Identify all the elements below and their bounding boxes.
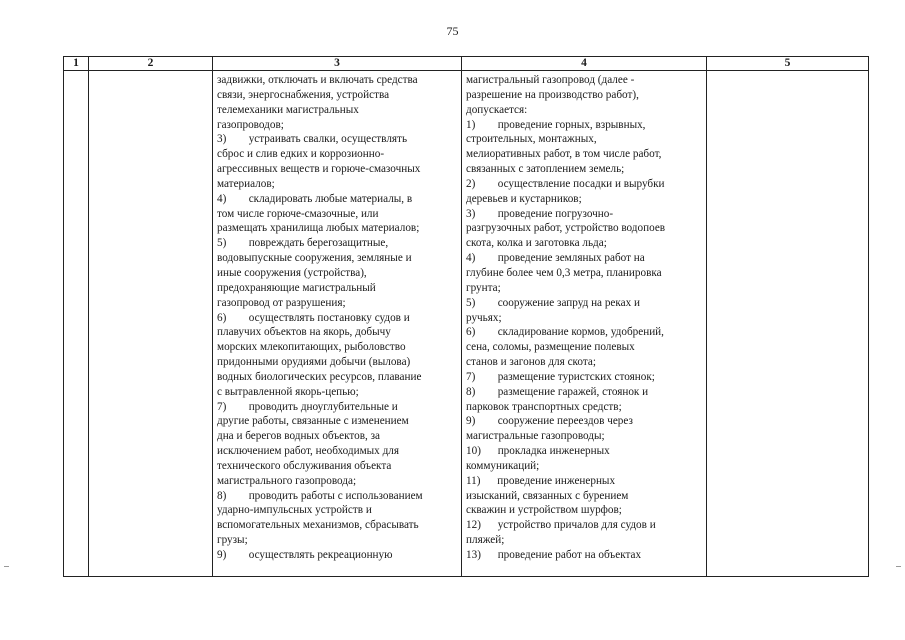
cell-col-3 [213, 71, 462, 577]
col3-line: связи, энергоснабжения, устройства [217, 88, 390, 101]
col4-line: изысканий, связанных с бурением [466, 489, 629, 502]
col4-line: коммуникаций; [466, 459, 540, 472]
col4-line: 10) прокладка инженерных [466, 445, 610, 458]
col4-line: 2) осуществление посадки и вырубки [466, 177, 665, 190]
col4-line: скважин и устройством шурфов; [466, 504, 622, 517]
col3-line: водных биологических ресурсов, плавание [217, 370, 422, 383]
col3-line: исключением работ, необходимых для [217, 445, 399, 458]
col4-line: пляжей; [466, 534, 505, 547]
col4-line: магистральный газопровод (далее - [466, 74, 635, 86]
col3-line: ударно-импульсных устройств и [217, 504, 372, 517]
col3-line: магистрального газопровода; [217, 474, 357, 487]
scan-margin-mark-right [896, 566, 901, 567]
col4-line: 3) проведение погрузочно- [466, 207, 614, 220]
page-number: 75 [446, 24, 459, 38]
col3-line: том числе горюче-смазочные, или [217, 207, 379, 220]
table-row [64, 71, 869, 577]
col4-line: 7) размещение туристских стоянок; [466, 370, 655, 383]
cell-col-2 [89, 71, 213, 577]
col4-line: 5) сооружение запруд на реках и [466, 296, 640, 309]
col3-line: другие работы, связанные с изменением [217, 415, 409, 428]
cell-col-5 [707, 71, 869, 577]
col3-line: агрессивных веществ и горюче-смазочных [217, 163, 421, 176]
col4-line: строительных, монтажных, [466, 133, 597, 146]
col4-line: связанных с затоплением земель; [466, 163, 625, 176]
column-header-2: 2 [89, 57, 213, 71]
col4-line: 9) сооружение переездов через [466, 415, 633, 428]
col3-line: 4) складировать любые материалы, в [217, 192, 413, 205]
col4-line: разрешение на производство работ), [466, 88, 639, 101]
col3-line: грузы; [217, 534, 248, 547]
col3-line: 7) проводить дноуглубительные и [217, 400, 398, 413]
cell-col-1 [64, 71, 89, 577]
col4-line: сена, соломы, размещение полевых [466, 341, 635, 354]
col4-line: деревьев и кустарников; [466, 192, 582, 205]
prohibited-actions-text [213, 71, 461, 563]
col4-line: 4) проведение земляных работ на [466, 252, 645, 265]
col3-line: иные сооружения (устройства), [217, 266, 367, 279]
col3-line: газопроводов; [217, 118, 284, 131]
col4-line: мелиоративных работ, в том числе работ, [466, 148, 662, 161]
col3-line: дна и берегов водных объектов, за [217, 430, 380, 443]
col4-line: 8) размещение гаражей, стоянок и [466, 385, 649, 398]
header-row [64, 57, 869, 71]
col4-line: 12) устройство причалов для судов и [466, 519, 656, 532]
col4-line: ручьях; [466, 311, 502, 324]
col4-line: допускается: [466, 103, 528, 116]
col3-line: 3) устраивать свалки, осуществлять [217, 133, 408, 146]
col3-line: газопровод от разрушения; [217, 296, 346, 309]
cell-col-4 [462, 71, 707, 577]
col3-line: вспомогательных механизмов, сбрасывать [217, 519, 419, 532]
col4-line: 6) складирование кормов, удобрений, [466, 326, 664, 339]
col3-line: задвижки, отключать и включать средства [217, 74, 418, 86]
column-header-5: 5 [707, 57, 869, 71]
col4-line: разгрузочных работ, устройство водопоев [466, 222, 666, 235]
col3-line: плавучих объектов на якорь, добычу [217, 326, 391, 339]
col3-line: 9) осуществлять рекреационную [217, 549, 393, 561]
col4-line: парковок транспортных средств; [466, 400, 622, 413]
regulation-table [63, 56, 869, 577]
col3-line: материалов; [217, 177, 275, 190]
col4-line: станов и загонов для скота; [466, 356, 596, 369]
col3-line: 5) повреждать берегозащитные, [217, 237, 389, 250]
col3-line: придонными орудиями добычи (вылова) [217, 356, 411, 369]
permitted-works-text [462, 71, 706, 563]
column-header-1: 1 [64, 57, 89, 71]
col3-line: 6) осуществлять постановку судов и [217, 311, 410, 324]
scan-margin-mark-left [4, 566, 9, 567]
col3-line: морских млекопитающих, рыболовство [217, 341, 406, 354]
col3-line: водовыпускные сооружения, земляные и [217, 252, 412, 265]
col4-line: 11) проведение инженерных [466, 474, 616, 487]
col3-line: предохраняющие магистральный [217, 281, 376, 294]
column-header-3: 3 [213, 57, 462, 71]
col3-line: телемеханики магистральных [217, 103, 359, 116]
col4-line: глубине более чем 0,3 метра, планировка [466, 266, 662, 279]
col4-line: 1) проведение горных, взрывных, [466, 118, 646, 131]
col3-line: сброс и слив едких и коррозионно- [217, 148, 385, 161]
col3-line: размещать хранилища любых материалов; [217, 222, 420, 235]
col4-line: 13) проведение работ на объектах [466, 549, 642, 561]
col3-line: с вытравленной якорь-цепью; [217, 385, 359, 398]
col4-line: грунта; [466, 281, 501, 294]
col3-line: 8) проводить работы с использованием [217, 489, 423, 502]
col3-line: технического обслуживания объекта [217, 459, 392, 472]
column-header-4: 4 [462, 57, 707, 71]
col4-line: магистральные газопроводы; [466, 430, 605, 443]
col4-line: скота, колка и заготовка льда; [466, 237, 607, 250]
